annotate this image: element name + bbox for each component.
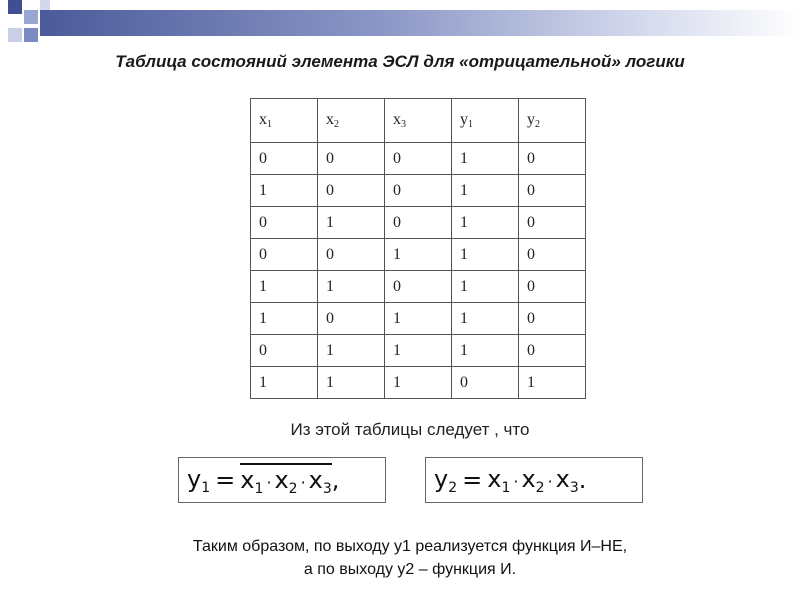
table-cell: 1 [318, 207, 385, 239]
table-cell: 0 [519, 335, 586, 367]
table-cell: 0 [519, 239, 586, 271]
decor-square [40, 0, 50, 10]
table-cell: 0 [385, 207, 452, 239]
table-row [251, 271, 586, 303]
conclusion-line-1: Таким образом, по выходу у1 реализуется функция И–НЕ, [192, 538, 628, 555]
table-cell: 1 [385, 367, 452, 399]
table-row [251, 335, 586, 367]
table-cell: 1 [452, 303, 519, 335]
table-cell: 1 [318, 335, 385, 367]
table-row [251, 367, 586, 399]
table-cell: 0 [251, 207, 318, 239]
table-cell: 0 [519, 207, 586, 239]
table-cell: 1 [251, 367, 318, 399]
table-cell: 0 [318, 303, 385, 335]
table-cell: 0 [519, 303, 586, 335]
decor-square [24, 28, 38, 42]
header-x3: $x_3$ [385, 99, 452, 143]
table-header-row [251, 99, 586, 143]
table-cell: 0 [251, 335, 318, 367]
table-cell: 0 [519, 271, 586, 303]
table-row [251, 143, 586, 175]
table-cell: 0 [385, 271, 452, 303]
header-y2: $y_2$ [519, 99, 586, 143]
product: $x_1 \cdot x_2 \cdot x_3$ [487, 464, 579, 496]
table-cell: 0 [318, 175, 385, 207]
header-y1: $y_1$ [452, 99, 519, 143]
formula-lhs: $y_1$ [187, 464, 211, 496]
formula-lhs: $y_2$ [434, 464, 458, 496]
table-cell: 1 [385, 303, 452, 335]
table-cell: 0 [318, 143, 385, 175]
decor-square [8, 28, 22, 42]
conclusion-text [0, 535, 800, 581]
slide-title: Таблица состояний элемента ЭСЛ для «отрицательной» логики [115, 52, 685, 71]
equals-sign: = [462, 466, 483, 494]
table-row [251, 303, 586, 335]
negated-product: $x_1 \cdot x_2 \cdot x_3$ [240, 463, 332, 497]
formula-y2 [425, 457, 643, 503]
truth-table [250, 98, 586, 399]
header-x1: $x_1$ [251, 99, 318, 143]
equals-sign: = [215, 466, 236, 494]
table-conclusion-note: Из этой таблицы следует , что [290, 420, 530, 439]
table-cell: 1 [452, 335, 519, 367]
table-cell: 1 [251, 271, 318, 303]
header-x2: $x_2$ [318, 99, 385, 143]
table-cell: 0 [318, 239, 385, 271]
table-row [251, 239, 586, 271]
table-cell: 1 [452, 239, 519, 271]
formula-y1 [178, 457, 386, 503]
table-cell: 1 [519, 367, 586, 399]
table-cell: 0 [385, 175, 452, 207]
table-row [251, 175, 586, 207]
table-cell: 0 [251, 239, 318, 271]
table-cell: 1 [385, 335, 452, 367]
table-cell: 1 [251, 175, 318, 207]
header-gradient-band [40, 10, 800, 36]
table-cell: 0 [452, 367, 519, 399]
table-cell: 1 [452, 271, 519, 303]
formula-punctuation: . [578, 466, 587, 494]
table-cell: 0 [385, 143, 452, 175]
table-cell: 1 [318, 367, 385, 399]
table-cell: 1 [452, 143, 519, 175]
table-cell: 1 [452, 175, 519, 207]
formula-punctuation: , [331, 466, 340, 494]
table-cell: 1 [318, 271, 385, 303]
decor-square [24, 10, 38, 24]
table-cell: 1 [452, 207, 519, 239]
table-cell: 0 [251, 143, 318, 175]
table-cell: 0 [519, 175, 586, 207]
table-row [251, 207, 586, 239]
table-cell: 0 [519, 143, 586, 175]
conclusion-line-2: а по выходу у2 – функция И. [303, 561, 517, 578]
table-cell: 1 [385, 239, 452, 271]
table-cell: 1 [251, 303, 318, 335]
decor-square [8, 0, 22, 14]
